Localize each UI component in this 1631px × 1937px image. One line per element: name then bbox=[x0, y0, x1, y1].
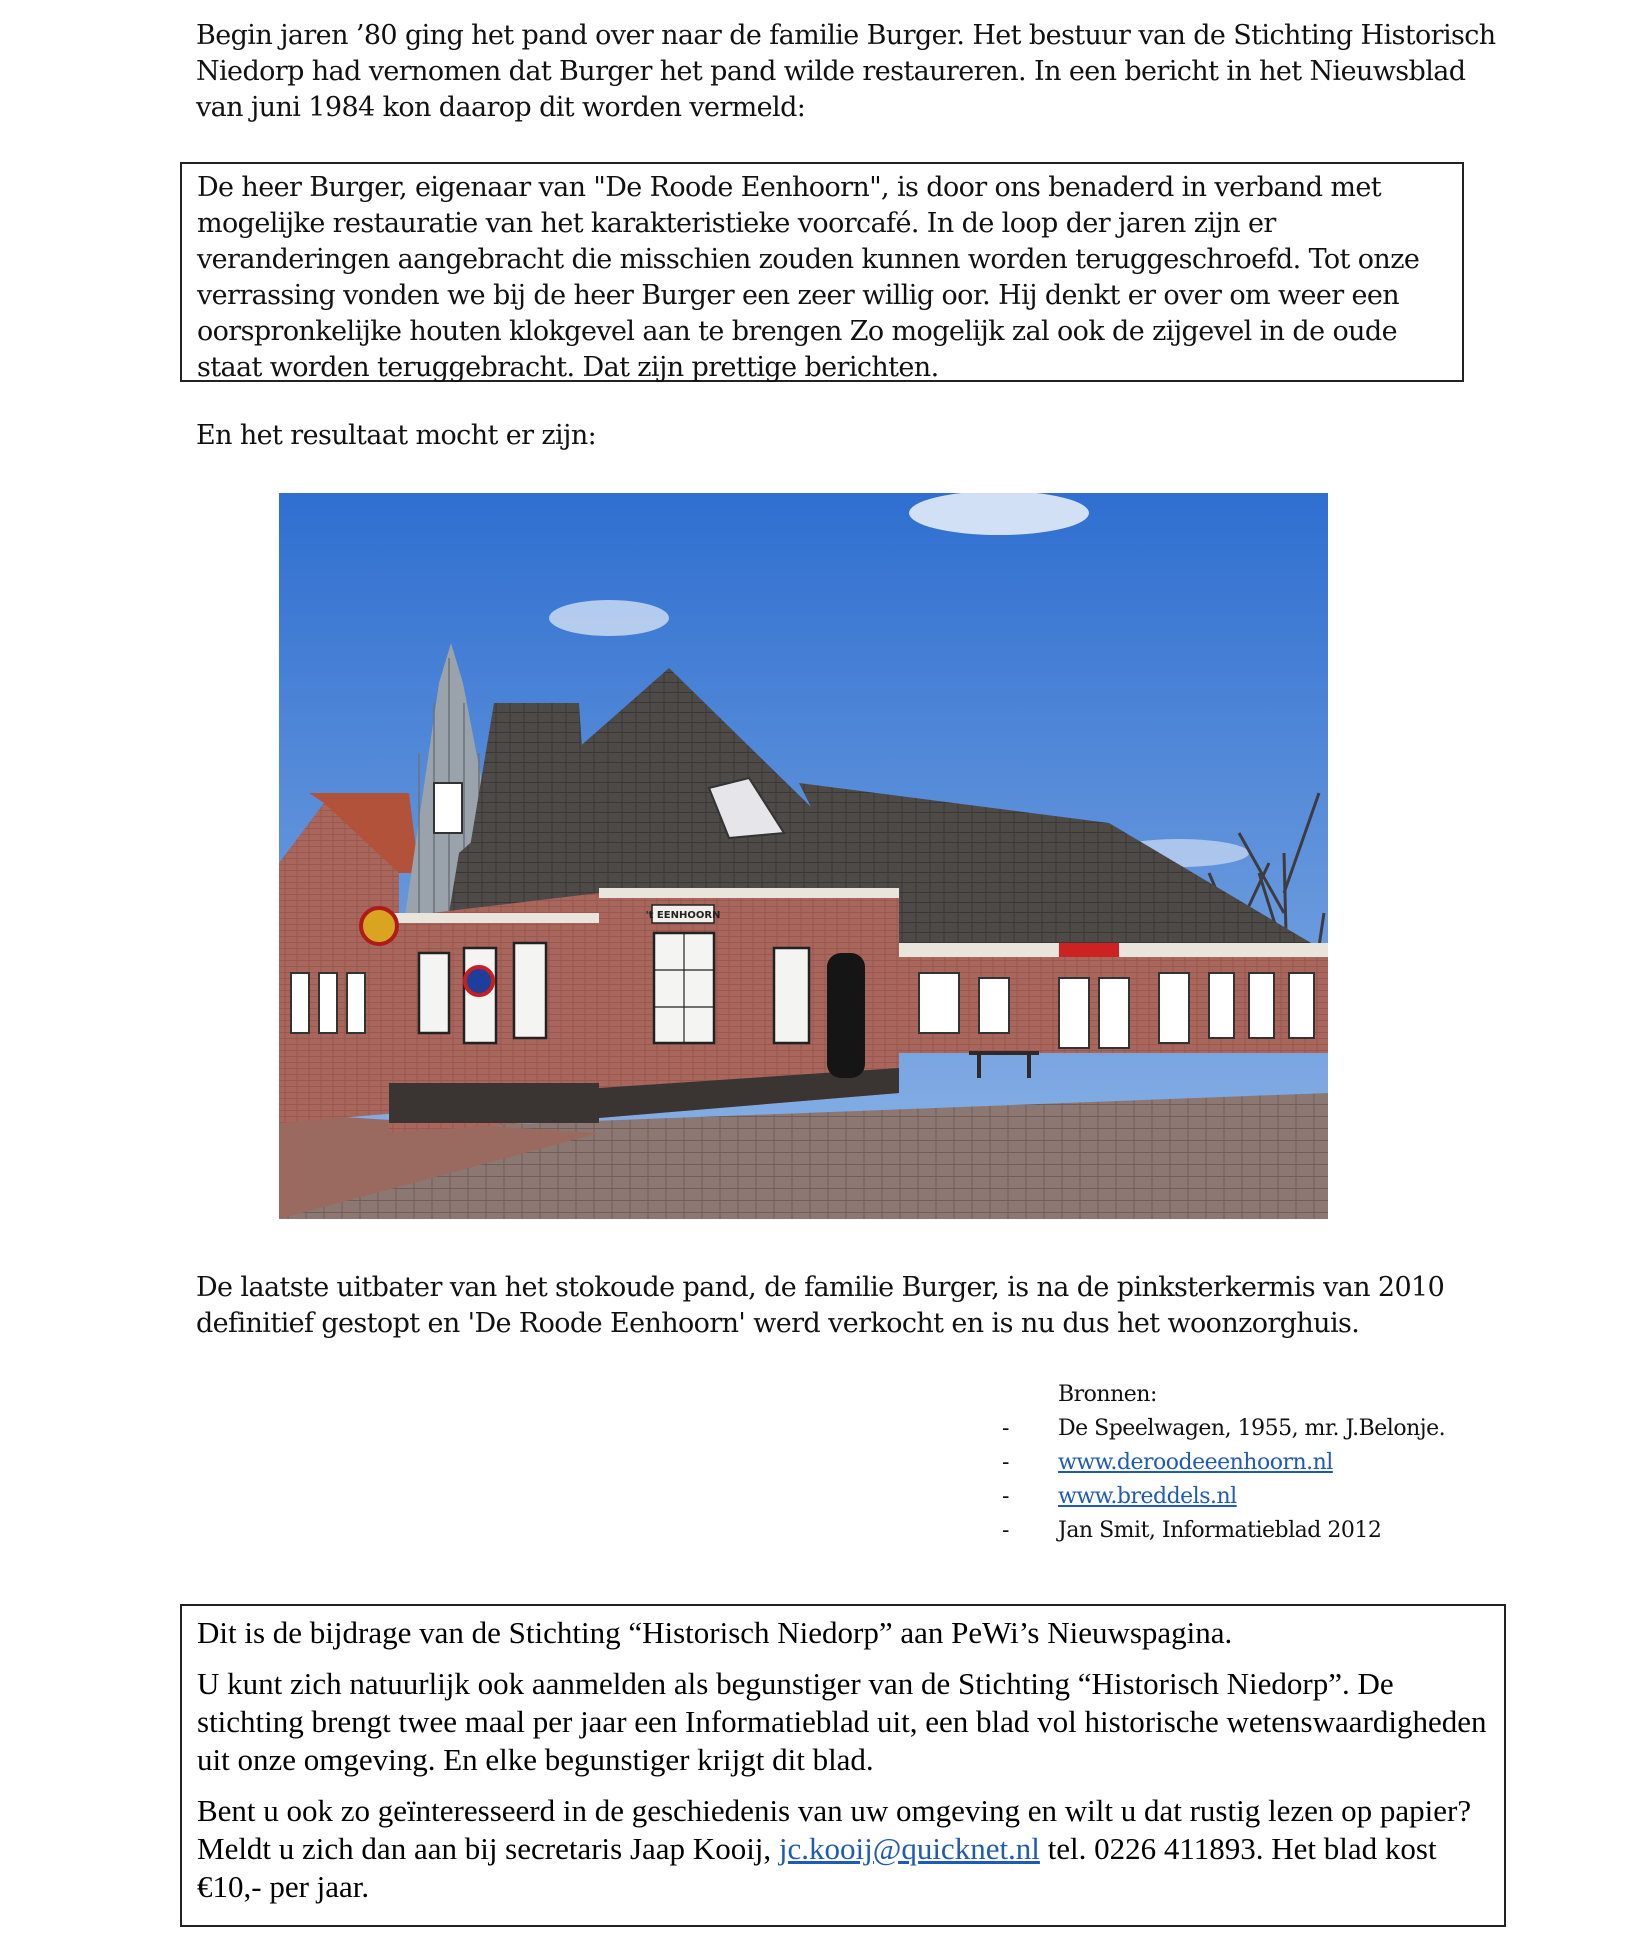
footer-line-3 bbox=[197, 1792, 1490, 1906]
source-text: De Speelwagen, 1955, mr. J.Belonje. bbox=[1058, 1416, 1446, 1441]
source-bullet: - bbox=[1002, 1484, 1009, 1509]
footer-line-3-before: Bent u ook zo geïnteresseerd in de geschiedenis van uw omgeving en wilt u dat rustig lezen op papier? Meldt u zich dan aan bij secretaris Jaap Kooij, bbox=[197, 1793, 1472, 1866]
sources-title: Bronnen: bbox=[1058, 1382, 1157, 1407]
source-link-breddels[interactable]: www.breddels.nl bbox=[1058, 1484, 1237, 1509]
quote-box bbox=[180, 162, 1464, 382]
footer-line-2: U kunt zich natuurlijk ook aanmelden als begunstiger van de Stichting “Historisch Niedorp”. De stichting brengt twee maal per jaar een Informatieblad uit, een blad vol historische wetenswaardigheden uit onze omgeving. En elke begunstiger krijgt dit blad. bbox=[197, 1666, 1487, 1777]
source-item bbox=[1002, 1480, 1562, 1514]
source-link-deroodeeenhoorn[interactable]: www.deroodeeenhoorn.nl bbox=[1058, 1450, 1333, 1475]
source-bullet: - bbox=[1002, 1416, 1009, 1441]
intro-text: Begin jaren ’80 ging het pand over naar de familie Burger. Het bestuur van de Stichting Historisch Niedorp had vernomen dat Burger het pand wilde restaureren. In een bericht in het Nieuwsblad van juni 1984 kon daarop dit worden vermeld: bbox=[196, 20, 1496, 123]
footer-line-3-after: tel. 0226 411893. Het blad kost €10,- per jaar. bbox=[197, 1831, 1437, 1904]
sources-list bbox=[1002, 1378, 1562, 1548]
closing-paragraph bbox=[196, 1270, 1496, 1342]
closing-text: De laatste uitbater van het stokoude pand, de familie Burger, is na de pinksterkermis van 2010 definitief gestopt en 'De Roode Eenhoorn' werd verkocht en is nu dus het woonzorghuis. bbox=[196, 1272, 1445, 1339]
quote-text: De heer Burger, eigenaar van "De Roode Eenhoorn", is door ons benaderd in verband met mogelijke restauratie van het karakteristieke voorcafé. In de loop der jaren zijn er veranderingen aangebracht die misschien zouden kunnen worden teruggeschroefd. Tot onze verrassing vonden we bij de heer Burger een zeer willig oor. Hij denkt er over om weer een oorspronkelijke houten klokgevel aan te brengen Zo mogelijk zal ook de zijgevel in de oude staat worden teruggebracht. Dat zijn prettige berichten. bbox=[197, 172, 1420, 383]
photo-sign: 't EENHOORN bbox=[645, 910, 721, 921]
email-link[interactable]: jc.kooij@quicknet.nl bbox=[778, 1831, 1040, 1866]
source-item bbox=[1002, 1514, 1562, 1548]
source-bullet: - bbox=[1002, 1450, 1009, 1475]
result-text: En het resultaat mocht er zijn: bbox=[196, 420, 597, 451]
intro-paragraph bbox=[196, 18, 1496, 126]
source-item bbox=[1002, 1446, 1562, 1480]
footer-line-1: Dit is de bijdrage van de Stichting “Historisch Niedorp” aan PeWi’s Nieuwspagina. bbox=[197, 1615, 1233, 1650]
footer-box bbox=[180, 1604, 1506, 1927]
source-item bbox=[1002, 1412, 1562, 1446]
building-photo bbox=[279, 493, 1328, 1219]
source-text: Jan Smit, Informatieblad 2012 bbox=[1058, 1518, 1382, 1543]
result-line bbox=[196, 418, 596, 454]
source-bullet: - bbox=[1002, 1518, 1009, 1543]
